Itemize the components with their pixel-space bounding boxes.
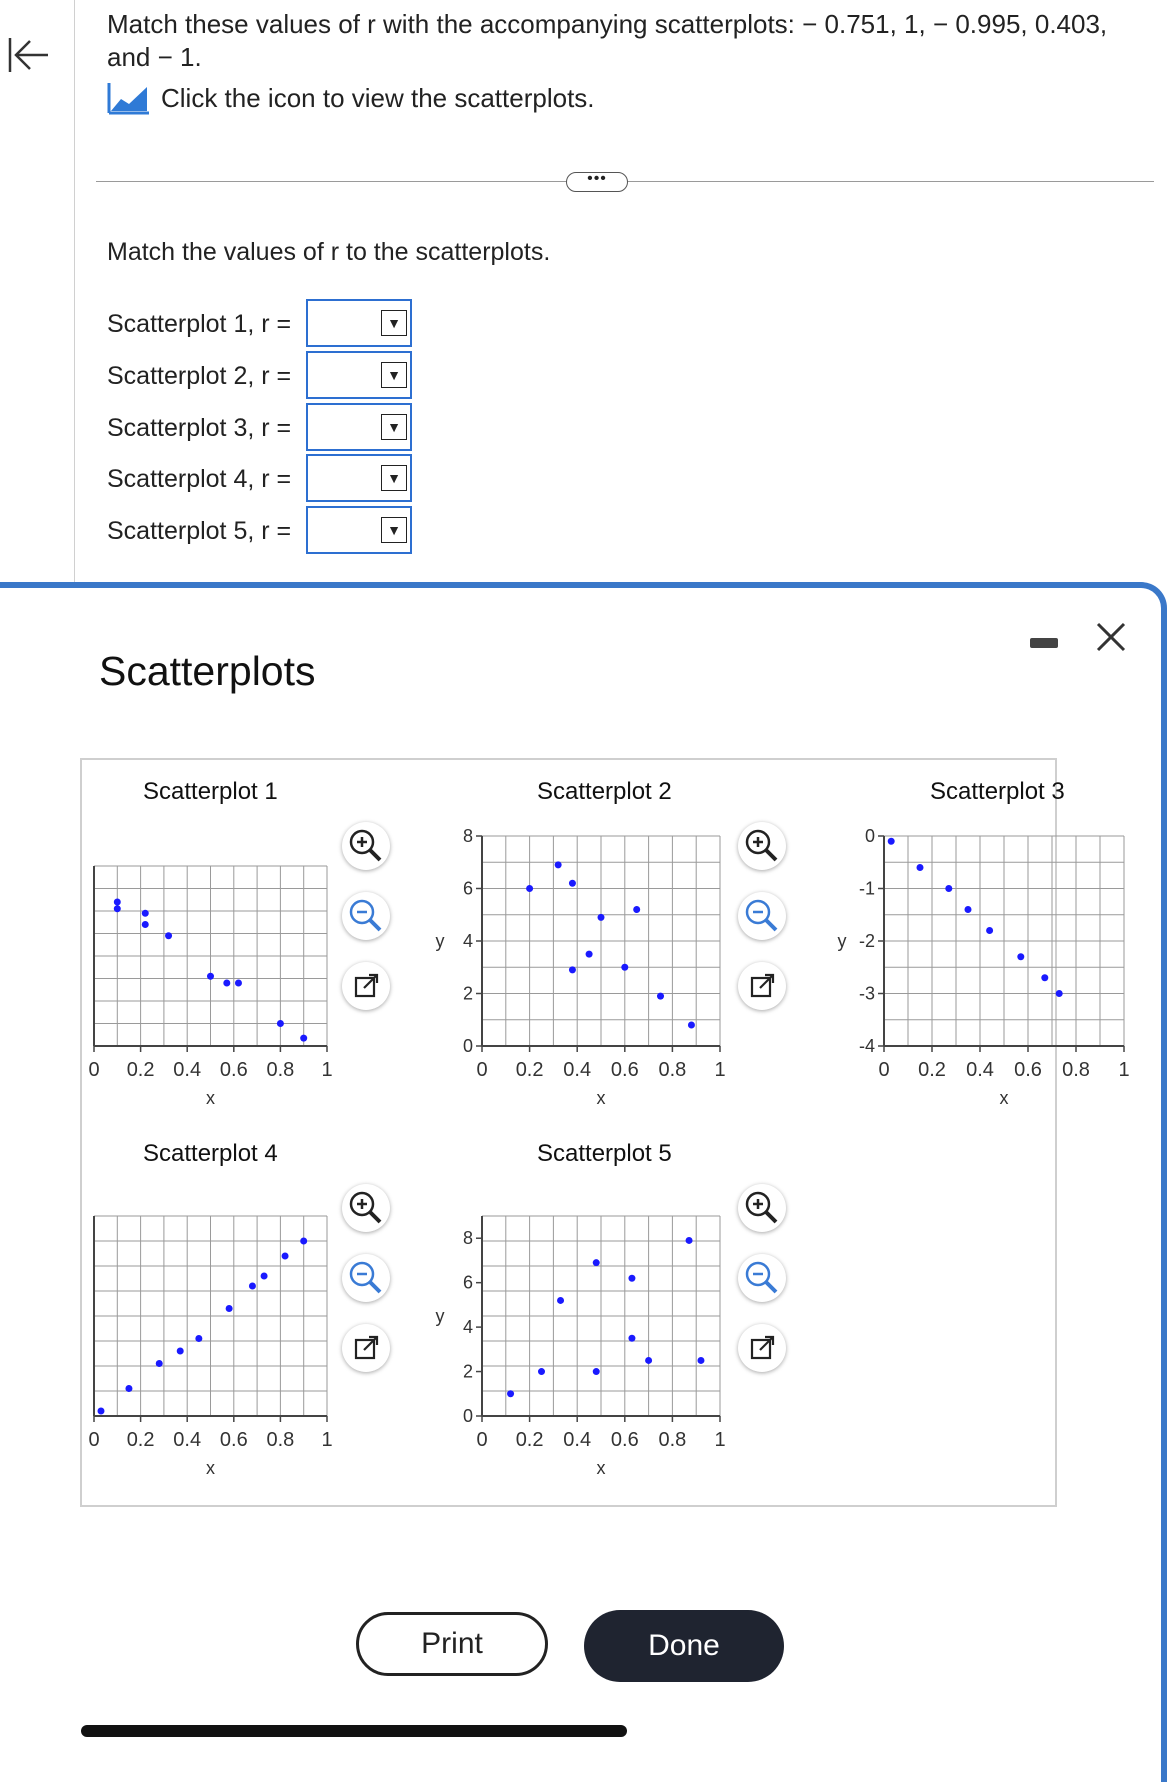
more-button[interactable]: •••	[566, 172, 628, 192]
data-point	[156, 1360, 163, 1367]
dropdown-arrow-icon: ▼	[381, 414, 407, 440]
plot-title-4: Scatterplot 4	[143, 1140, 278, 1167]
zoom-in-button-row1-col1[interactable]	[342, 822, 390, 870]
hint-row	[107, 78, 595, 118]
answer-row-1	[107, 299, 291, 349]
data-point	[555, 861, 562, 868]
zoom-out-button-row1-col2[interactable]	[738, 892, 786, 940]
grid	[482, 1216, 720, 1416]
data-point	[165, 932, 172, 939]
x-axis-label: x	[206, 1458, 215, 1478]
data-point	[593, 1259, 600, 1266]
data-point	[598, 914, 605, 921]
data-point	[965, 906, 972, 913]
x-tick-label: 1	[321, 1059, 333, 1081]
x-tick-label: 0.2	[515, 1429, 544, 1451]
zoom-out-button-row2-col2[interactable]	[738, 1254, 786, 1302]
external-link-icon	[342, 1324, 390, 1372]
chart-icon[interactable]	[107, 81, 151, 115]
data-point	[235, 980, 242, 987]
scatterplot-4	[82, 1200, 382, 1500]
external-link-icon	[738, 962, 786, 1010]
data-point	[223, 980, 230, 987]
data-point	[621, 964, 628, 971]
dialog-title: Scatterplots	[99, 648, 316, 694]
data-point	[300, 1035, 307, 1042]
open-window-button-row2-col1[interactable]	[342, 1324, 390, 1372]
x-tick-label: 0.8	[266, 1059, 295, 1081]
x-axis-label: x	[206, 1088, 215, 1108]
x-tick-label: 0	[878, 1059, 890, 1081]
dropdown-arrow-icon: ▼	[381, 362, 407, 388]
x-axis-label: x	[596, 1458, 606, 1478]
plot-title-2: Scatterplot 2	[537, 778, 672, 805]
data-point	[300, 1238, 307, 1245]
y-axis-label: y	[837, 931, 847, 951]
x-axis-label: x	[999, 1088, 1009, 1108]
answer-row-5	[107, 506, 291, 556]
data-point	[569, 880, 576, 887]
data-point	[645, 1357, 652, 1364]
x-tick-label: 0	[88, 1059, 100, 1081]
data-point	[261, 1273, 268, 1280]
x-tick-label: 0.4	[173, 1059, 202, 1081]
x-tick-label: 0.6	[1014, 1059, 1042, 1081]
scatterplot-2	[412, 820, 752, 1130]
data-point	[277, 1020, 284, 1027]
data-point	[114, 905, 121, 912]
external-link-icon	[342, 962, 390, 1010]
data-point	[888, 838, 895, 845]
data-point	[114, 899, 121, 906]
answer-label-2: Scatterplot 2, r =	[107, 361, 292, 390]
instruction-text: Match the values of r to the scatterplots.	[107, 238, 551, 266]
zoom-in-button-row1-col2[interactable]	[738, 822, 786, 870]
zoom-in-button-row2-col2[interactable]	[738, 1184, 786, 1232]
plot-title-3: Scatterplot 3	[930, 778, 1065, 805]
data-point	[557, 1297, 564, 1304]
question-line-1: Match these values of r with the accompanying scatterplots: − 0.751, 1, − 0.995, 0.403,	[107, 9, 1108, 39]
horizontal-scrollbar[interactable]	[81, 1725, 627, 1737]
y-tick-label: 0	[462, 1036, 473, 1056]
x-tick-label: 0.6	[219, 1059, 248, 1081]
hint-text: Click the icon to view the scatterplots.	[161, 82, 595, 113]
zoom-in-icon	[342, 822, 390, 870]
x-tick-label: 0.2	[126, 1059, 155, 1081]
x-tick-label: 1	[1118, 1059, 1130, 1081]
zoom-in-icon	[342, 1184, 390, 1232]
y-tick-label: 0	[864, 826, 875, 846]
data-point	[97, 1408, 104, 1415]
x-tick-label: 0	[476, 1429, 488, 1451]
y-tick-label: 0	[462, 1406, 473, 1426]
data-point	[593, 1368, 600, 1375]
y-axis-label: y	[435, 931, 445, 951]
question-line-2: and − 1.	[107, 42, 202, 72]
x-tick-label: 0.6	[219, 1429, 248, 1451]
x-tick-label: 1	[714, 1059, 726, 1081]
data-point	[586, 951, 593, 958]
data-point	[282, 1253, 289, 1260]
zoom-out-icon	[342, 892, 390, 940]
y-tick-label: 6	[462, 878, 473, 899]
data-point	[125, 1385, 132, 1392]
answer-label-3: Scatterplot 3, r =	[107, 413, 292, 442]
answer-select-5[interactable]	[306, 506, 412, 554]
x-tick-label: 0.2	[515, 1059, 544, 1081]
x-tick-label: 0.4	[563, 1429, 592, 1451]
question-text	[107, 8, 1147, 74]
answer-label-5: Scatterplot 5, r =	[107, 516, 292, 545]
data-point	[1041, 974, 1048, 981]
y-tick-label: 8	[462, 1228, 473, 1249]
collapse-left-icon[interactable]	[6, 34, 52, 76]
x-tick-label: 0.4	[563, 1059, 592, 1081]
open-window-button-row1-col2[interactable]	[738, 962, 786, 1010]
x-tick-label: 0.8	[658, 1059, 687, 1081]
x-tick-label: 0	[476, 1059, 488, 1081]
zoom-in-button-row2-col1[interactable]	[342, 1184, 390, 1232]
external-link-icon	[738, 1324, 786, 1372]
left-sidebar	[0, 0, 75, 590]
data-point	[697, 1357, 704, 1364]
data-point	[177, 1348, 184, 1355]
zoom-in-icon	[738, 1184, 786, 1232]
zoom-out-button-row2-col1[interactable]	[342, 1254, 390, 1302]
scatterplot-5	[412, 1200, 752, 1500]
open-window-button-row2-col2[interactable]	[738, 1324, 786, 1372]
y-tick-label: 6	[462, 1272, 473, 1293]
y-tick-label: -3	[858, 983, 875, 1004]
dropdown-arrow-icon: ▼	[381, 465, 407, 491]
data-point	[917, 864, 924, 871]
x-tick-label: 0.2	[126, 1429, 155, 1451]
data-point	[688, 1022, 695, 1029]
y-tick-label: -1	[858, 878, 875, 899]
data-point	[507, 1390, 514, 1397]
data-point	[249, 1283, 256, 1290]
answer-row-4	[107, 454, 291, 504]
dropdown-arrow-icon: ▼	[381, 310, 407, 336]
x-axis-label: x	[596, 1088, 606, 1108]
plot-title-1: Scatterplot 1	[143, 778, 278, 805]
grid	[482, 836, 720, 1046]
x-tick-label: 0.6	[610, 1429, 639, 1451]
x-tick-label: 0.6	[610, 1059, 639, 1081]
x-tick-label: 0	[88, 1429, 100, 1451]
answer-row-3	[107, 403, 291, 453]
data-point	[1056, 990, 1063, 997]
data-point	[986, 927, 993, 934]
y-tick-label: -4	[858, 1036, 875, 1056]
data-point	[569, 966, 576, 973]
y-tick-label: 8	[462, 826, 473, 846]
data-point	[686, 1237, 693, 1244]
answer-select-3[interactable]	[306, 403, 412, 451]
y-tick-label: 2	[462, 983, 473, 1004]
y-tick-label: 2	[462, 1361, 473, 1382]
data-point	[1017, 953, 1024, 960]
y-axis-label: y	[435, 1306, 445, 1326]
data-point	[538, 1368, 545, 1375]
data-point	[226, 1305, 233, 1312]
data-point	[628, 1275, 635, 1282]
zoom-out-icon	[738, 1254, 786, 1302]
minimize-button[interactable]	[1030, 638, 1058, 648]
dropdown-arrow-icon: ▼	[381, 517, 407, 543]
data-point	[195, 1335, 202, 1342]
scatterplot-3	[822, 820, 1130, 1130]
data-point	[628, 1335, 635, 1342]
answer-row-2	[107, 351, 291, 401]
answer-select-2[interactable]	[306, 351, 412, 399]
scatterplot-1	[82, 850, 382, 1130]
answer-label-4: Scatterplot 4, r =	[107, 464, 292, 493]
x-tick-label: 1	[321, 1429, 333, 1451]
plot-title-5: Scatterplot 5	[537, 1140, 672, 1167]
x-tick-label: 1	[714, 1429, 726, 1451]
scatterplot-panel	[80, 758, 1130, 1507]
data-point	[657, 993, 664, 1000]
x-tick-label: 0.8	[266, 1429, 295, 1451]
x-tick-label: 0.4	[173, 1429, 202, 1451]
x-tick-label: 0.8	[1062, 1059, 1090, 1081]
data-point	[142, 921, 149, 928]
data-point	[633, 906, 640, 913]
zoom-out-icon	[342, 1254, 390, 1302]
data-point	[945, 885, 952, 892]
data-point	[207, 973, 214, 980]
answer-label-1: Scatterplot 1, r =	[107, 309, 292, 338]
zoom-out-icon	[738, 892, 786, 940]
x-tick-label: 0.4	[966, 1059, 994, 1081]
data-point	[526, 885, 533, 892]
x-tick-label: 0.2	[918, 1059, 946, 1081]
data-point	[142, 910, 149, 917]
answer-select-1[interactable]	[306, 299, 412, 347]
zoom-in-icon	[738, 822, 786, 870]
print-button[interactable]: Print	[356, 1612, 548, 1676]
open-window-button-row1-col1[interactable]	[342, 962, 390, 1010]
y-tick-label: -2	[858, 931, 875, 951]
x-tick-label: 0.8	[658, 1429, 687, 1451]
zoom-out-button-row1-col1[interactable]	[342, 892, 390, 940]
y-tick-label: 4	[462, 1317, 473, 1338]
grid	[94, 866, 327, 1046]
answer-select-4[interactable]	[306, 454, 412, 502]
close-icon[interactable]	[1094, 620, 1128, 654]
done-button[interactable]: Done	[584, 1610, 784, 1682]
y-tick-label: 4	[462, 931, 473, 951]
